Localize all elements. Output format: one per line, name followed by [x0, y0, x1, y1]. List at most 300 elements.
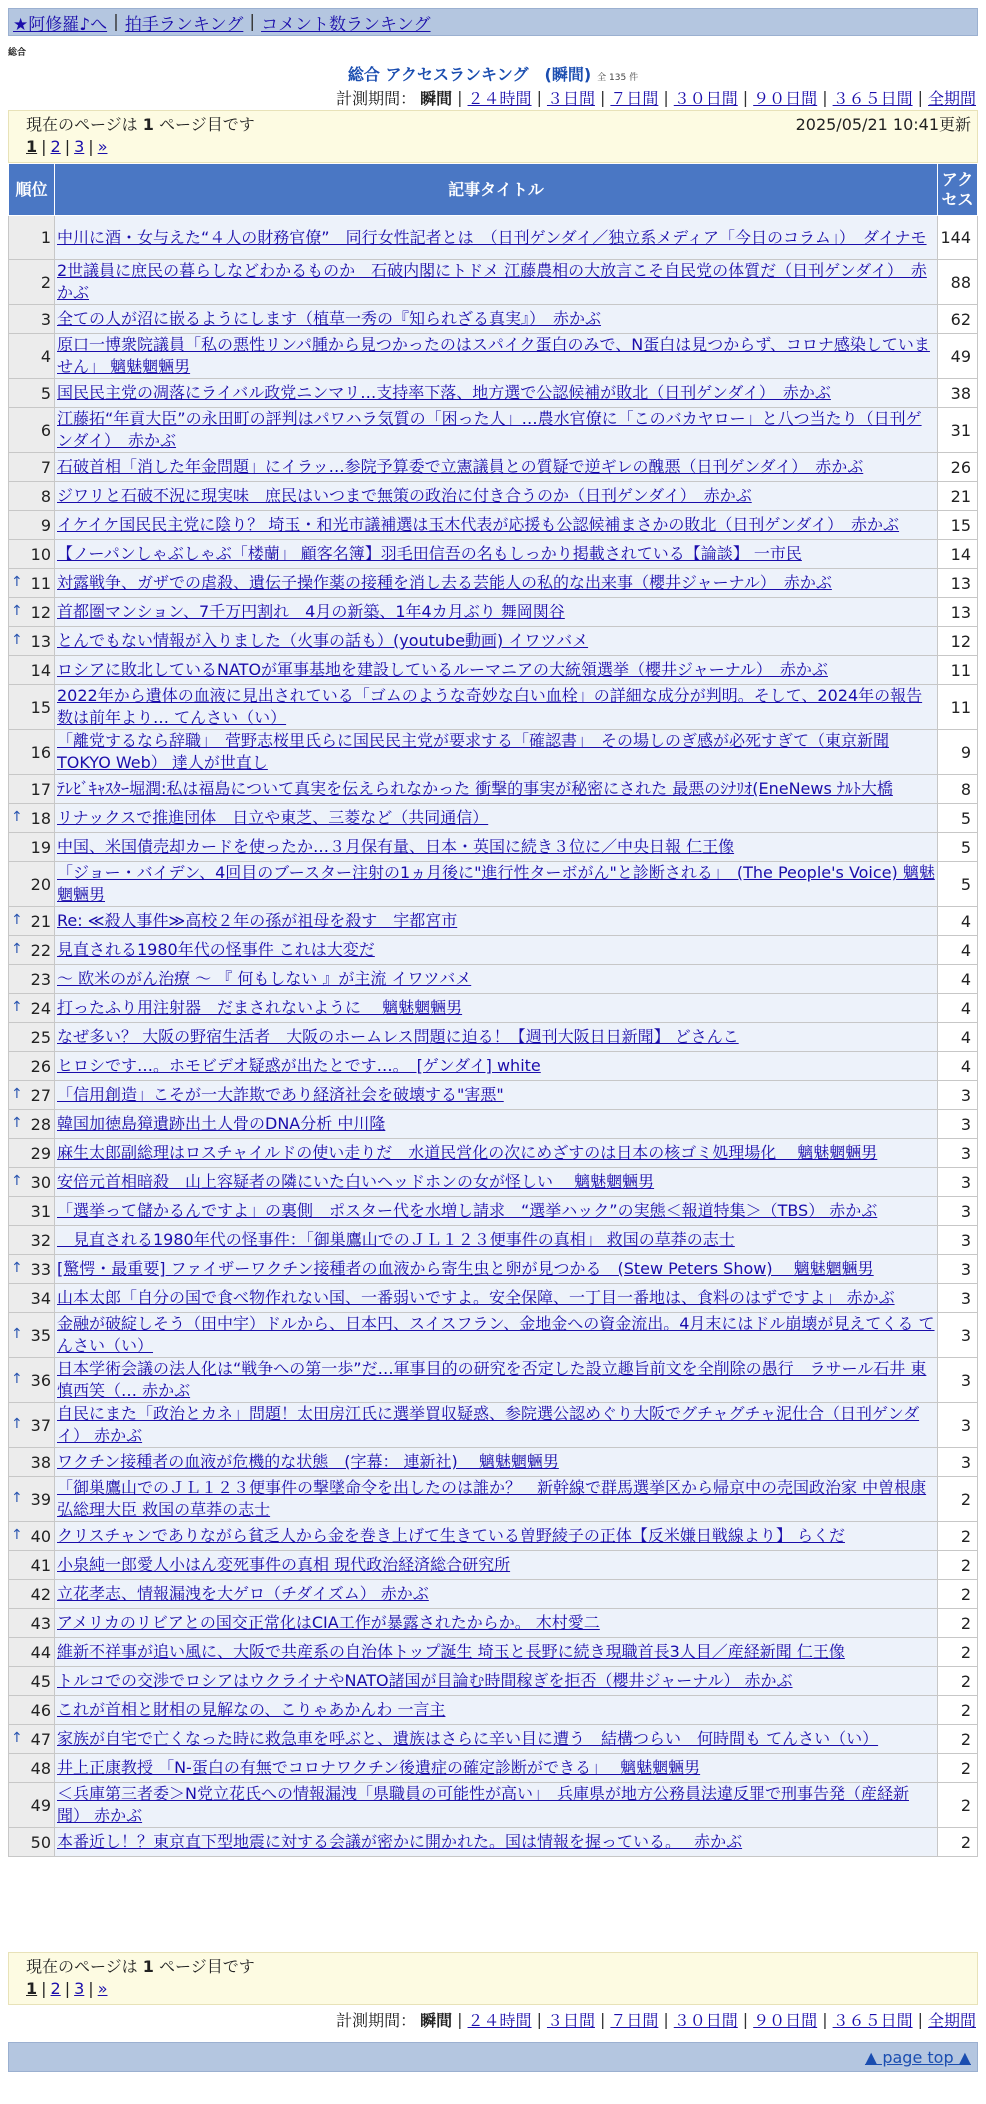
rank-up-icon: ↑ [11, 1259, 23, 1276]
rank-number: 30 [30, 1172, 51, 1192]
page-link[interactable]: 2 [50, 137, 61, 156]
access-column-header: アクセス [938, 164, 978, 216]
title-cell [55, 730, 938, 775]
title-cell [55, 907, 938, 936]
page-links [26, 1978, 960, 2000]
table-row [9, 1139, 978, 1168]
access-count: 11 [938, 656, 978, 685]
rank-cell [9, 1783, 55, 1828]
article-link[interactable]: 首都圏マンション、7千万円割れ 4月の新築、1年4カ月ぶり 舞岡関谷 [57, 602, 565, 621]
access-count: 13 [938, 569, 978, 598]
rank-cell [9, 482, 55, 511]
title-cell [55, 1313, 938, 1358]
article-link[interactable]: 対露戦争、ガザでの虐殺、遺伝子操作薬の接種を消し去る芸能人の私的な出来事（櫻井ジャーナル） 赤かぶ [57, 573, 832, 592]
table-row [9, 1725, 978, 1754]
table-row [9, 569, 978, 598]
rank-cell [9, 656, 55, 685]
access-count: 4 [938, 907, 978, 936]
page-status-prefix: 現在のページは [26, 115, 143, 134]
rank-number: 22 [30, 940, 51, 960]
ranking-total-count: 全 135 件 [597, 73, 639, 83]
table-row [9, 1609, 978, 1638]
rank-number: 9 [40, 515, 51, 535]
rank-up-icon: ↑ [11, 573, 23, 590]
rank-up-icon: ↑ [11, 631, 23, 648]
ranking-table-body [9, 216, 978, 1857]
period-link[interactable]: ９０日間 [753, 88, 818, 108]
article-link[interactable]: 2世議員に庶民の暮らしなどわかるものか 石破内閣にトドメ 江藤農相の大放言こそ自民党の体質だ（日刊ゲンダイ） 赤かぶ [57, 261, 927, 302]
article-link[interactable]: 国民民主党の凋落にライバル政党ニンマリ…支持率下落、地方選で公認候補が敗北（日刊ゲンダイ） 赤かぶ [57, 383, 831, 402]
table-header-row [9, 164, 978, 216]
page-top-link[interactable]: ▲ page top ▲ [864, 2048, 971, 2067]
article-link[interactable]: 日本学術会議の法人化は“戦争への第一歩”だ…軍事目的の研究を否定した設立趣旨前文を全削除の愚行 ラサール石井 東慎西笑（… 赤かぶ [57, 1359, 927, 1400]
title-cell [55, 833, 938, 862]
rank-number: 39 [30, 1489, 51, 1509]
nav-separator: | [113, 12, 119, 32]
access-count: 15 [938, 511, 978, 540]
article-link[interactable]: 自民にまた「政治とカネ」問題！太田房江氏に選挙買収疑惑、参院選公認めぐり大阪でグチャグチャ泥仕合（日刊ゲンダイ） 赤かぶ [57, 1404, 920, 1445]
rank-number: 40 [30, 1526, 51, 1546]
access-count: 12 [938, 627, 978, 656]
title-cell [55, 627, 938, 656]
period-separator: | [822, 87, 828, 107]
period-link[interactable]: ２４時間 [467, 2010, 532, 2030]
table-row [9, 540, 978, 569]
rank-up-icon: ↑ [11, 911, 23, 928]
table-row [9, 656, 978, 685]
period-link[interactable]: ３０日間 [673, 2010, 738, 2030]
page-separator: | [41, 137, 47, 156]
rank-cell [9, 540, 55, 569]
period-link[interactable]: ３日間 [546, 2010, 595, 2030]
rank-number: 1 [40, 228, 51, 247]
period-link[interactable]: ３６５日間 [832, 88, 913, 108]
title-cell [55, 334, 938, 379]
rank-cell [9, 994, 55, 1023]
rank-cell [9, 685, 55, 730]
rank-cell [9, 1477, 55, 1522]
article-link[interactable]: 見直される1980年代の怪事件：「御巣鷹山でのＪＬ１２３便事件の真相」 救国の草莽の志士 [57, 1230, 735, 1249]
rank-number: 6 [40, 420, 51, 440]
table-row [9, 965, 978, 994]
page-current: 1 [26, 1979, 38, 1998]
rank-cell [9, 1638, 55, 1667]
period-separator: | [457, 87, 463, 107]
table-row [9, 379, 978, 408]
article-link[interactable]: 【ノーパンしゃぶしゃぶ「楼蘭」 顧客名簿】羽毛田信吾の名もしっかり掲載されている【論談】 一市民 [57, 544, 802, 563]
title-cell [55, 569, 938, 598]
table-row [9, 1551, 978, 1580]
table-row [9, 936, 978, 965]
article-link[interactable]: トルコでの交渉でロシアはウクライナやNATO諸国が目論む時間稼ぎを拒否（櫻井ジャーナル） 赤かぶ [57, 1671, 793, 1690]
access-count: 5 [938, 804, 978, 833]
rank-cell [9, 804, 55, 833]
page-link[interactable]: 3 [74, 1979, 85, 1998]
comment-ranking-link[interactable]: コメント数ランキング [261, 14, 431, 35]
period-selector-bottom [336, 2008, 976, 2030]
ranking-title [0, 62, 986, 85]
rank-cell [9, 1284, 55, 1313]
article-link[interactable]: 打ったふり用注射器 だまされないように 魑魅魍魎男 [57, 998, 463, 1017]
rank-number: 19 [30, 837, 51, 857]
table-row [9, 1284, 978, 1313]
article-link[interactable]: 小泉純一郎愛人小はん変死事件の真相 現代政治経済総合研究所 [57, 1555, 511, 1574]
page-separator: | [64, 137, 71, 156]
rank-number: 26 [30, 1056, 51, 1076]
rank-number: 18 [30, 808, 51, 828]
rank-cell [9, 1725, 55, 1754]
article-link[interactable]: クリスチャンでありながら貧乏人から金を巻き上げて生きている曽野綾子の正体【反米嫌日戦線より】 らくだ [57, 1526, 845, 1545]
title-cell [55, 936, 938, 965]
rank-cell [9, 1255, 55, 1284]
period-link[interactable]: ３０日間 [673, 88, 738, 108]
title-cell [55, 216, 938, 260]
page-status-prefix: 現在のページは [26, 1957, 143, 1976]
next-page-link[interactable]: » [97, 137, 108, 156]
rank-cell [9, 1522, 55, 1551]
rank-number: 41 [30, 1555, 51, 1575]
rank-number: 36 [30, 1370, 51, 1390]
period-label: 計測期間： [336, 2010, 417, 2030]
article-link[interactable]: 「離党するなら辞職」 菅野志桜里氏らに国民民主党が要求する「確認書」 その場しのぎ感が必死すぎて（東京新聞TOKYO Web） 達人が世直し [57, 731, 890, 772]
access-count: 8 [938, 775, 978, 804]
access-count: 2 [938, 1609, 978, 1638]
table-row [9, 453, 978, 482]
article-link[interactable]: 本番近し！？東京直下型地震に対する会議が密かに開かれた。国は情報を握っている。 赤かぶ [57, 1832, 743, 1851]
rank-up-icon: ↑ [11, 940, 23, 957]
article-link[interactable]: ＜兵庫第三者委＞N党立花氏への情報漏洩「県職員の可能性が高い」 兵庫県が地方公務員法違反罪で刑事告発（産経新聞） 赤かぶ [57, 1784, 909, 1825]
table-row [9, 1313, 978, 1358]
title-cell [55, 1023, 938, 1052]
period-link[interactable]: ３６５日間 [832, 2010, 913, 2030]
title-cell [55, 1168, 938, 1197]
access-count: 2 [938, 1580, 978, 1609]
ranking-title-text: 総合 アクセスランキング (瞬間) [347, 65, 592, 84]
access-count: 13 [938, 598, 978, 627]
access-count: 5 [938, 833, 978, 862]
article-link[interactable]: Re: ≪殺人事件≫高校２年の孫が祖母を殺す 宇都宮市 [57, 911, 458, 930]
period-link[interactable]: ２４時間 [467, 88, 532, 108]
rank-cell [9, 1313, 55, 1358]
table-row [9, 862, 978, 907]
title-cell [55, 1638, 938, 1667]
title-cell [55, 1477, 938, 1522]
rank-cell [9, 1358, 55, 1403]
article-link[interactable]: 麻生太郎副総理はロスチャイルドの使い走りだ 水道民営化の次にめざすのは日本の核ゴミ処理場化 魑魅魍魎男 [57, 1143, 878, 1162]
pagination-top [8, 110, 978, 163]
page-link[interactable]: 3 [74, 137, 85, 156]
table-row [9, 775, 978, 804]
page-status-suffix: ページ目です [153, 1957, 255, 1976]
article-link[interactable]: 見直される1980年代の怪事件 これは大変だ [57, 940, 375, 959]
access-count: 2 [938, 1638, 978, 1667]
access-count: 2 [938, 1828, 978, 1857]
table-row [9, 1477, 978, 1522]
title-cell [55, 540, 938, 569]
access-count: 2 [938, 1477, 978, 1522]
rank-number: 28 [30, 1114, 51, 1134]
rank-cell [9, 569, 55, 598]
article-link[interactable]: 安倍元首相暗殺 山上容疑者の隣にいた白いヘッドホンの女が怪しい 魑魅魍魎男 [57, 1172, 655, 1191]
access-count: 3 [938, 1448, 978, 1477]
table-row [9, 598, 978, 627]
title-cell [55, 1551, 938, 1580]
article-link[interactable]: 金融が破綻しそう（田中宇）ドルから、日本円、スイスフラン、金地金への資金流出。4月末にはドル崩壊が見えてくる てんさい（い） [57, 1314, 935, 1355]
rank-cell [9, 598, 55, 627]
article-link[interactable]: アメリカのリビアとの国交正常化はCIA工作が暴露されたからか。 木村愛二 [57, 1613, 600, 1632]
rank-cell [9, 907, 55, 936]
rank-number: 46 [30, 1700, 51, 1720]
next-page-link[interactable]: » [97, 1979, 108, 1998]
table-row [9, 305, 978, 334]
article-link[interactable]: 「選挙って儲かるんですよ」の裏側 ポスター代を水増し請求 “選挙ハック”の実態＜報道特集＞（TBS） 赤かぶ [57, 1201, 878, 1220]
rank-cell [9, 216, 55, 260]
article-link[interactable]: 立花孝志、情報漏洩を大ゲロ（チダイズム） 赤かぶ [57, 1584, 429, 1603]
access-count: 4 [938, 1052, 978, 1081]
title-cell [55, 1783, 938, 1828]
page-separator: | [64, 1979, 71, 1998]
article-link[interactable]: [驚愕・最重要] ファイザーワクチン接種者の血液から寄生虫と卵が見つかる (Stew Peters Show) 魑魅魍魎男 [57, 1259, 874, 1278]
title-cell [55, 1580, 938, 1609]
access-count: 88 [938, 260, 978, 305]
access-count: 3 [938, 1110, 978, 1139]
period-link[interactable]: 全期間 [927, 88, 976, 108]
period-separator: | [663, 87, 669, 107]
rank-number: 20 [30, 874, 51, 894]
period-link[interactable]: ７日間 [610, 88, 659, 108]
period-separator: | [822, 2009, 828, 2029]
access-count: 14 [938, 540, 978, 569]
rank-number: 12 [30, 602, 51, 622]
rank-number: 3 [40, 309, 51, 329]
access-count: 2 [938, 1667, 978, 1696]
rank-number: 7 [40, 457, 51, 477]
article-link[interactable]: 山本太郎「自分の国で食べ物作れない国、一番弱いですよ。安全保障、一丁目一番地は、食料のはずですよ」 赤かぶ [57, 1288, 895, 1307]
updated-timestamp: 2025/05/21 10:41更新 [795, 115, 971, 134]
period-link[interactable]: ９０日間 [753, 2010, 818, 2030]
table-row [9, 1403, 978, 1448]
rank-up-icon: ↑ [11, 1085, 23, 1102]
rank-number: 38 [30, 1452, 51, 1472]
title-cell [55, 511, 938, 540]
article-link[interactable]: 原口一博衆院議員「私の悪性リンパ腫から見つかったのはスパイク蛋白のみで、N蛋白は見つからず、コロナ感染していません」 魑魅魍魎男 [57, 335, 930, 376]
article-link[interactable]: ジワリと石破不況に現実味 庶民はいつまで無策の政治に付き合うのか（日刊ゲンダイ） 赤かぶ [57, 486, 752, 505]
access-count: 4 [938, 994, 978, 1023]
rank-cell [9, 1052, 55, 1081]
article-link[interactable]: リナックスで推進団体 日立や東芝、三菱など（共同通信） [57, 808, 489, 827]
rank-cell [9, 408, 55, 453]
rank-number: 34 [30, 1288, 51, 1308]
article-link[interactable]: なぜ多い？ 大阪の野宿生活者 大阪のホームレス問題に迫る！【週刊大阪日日新聞】 どさんこ [57, 1027, 739, 1046]
article-link[interactable]: 家族が自宅で亡くなった時に救急車を呼ぶと、遺族はさらに辛い目に遭う 結構つらい 何時間も てんさい（い） [57, 1729, 879, 1748]
rank-cell [9, 775, 55, 804]
article-link[interactable]: 2022年から遺体の血液に見出されている「ゴムのような奇妙な白い血栓」の詳細な成分が判明。そして、2024年の報告数は前年より… てんさい（い） [57, 686, 923, 727]
table-row [9, 1052, 978, 1081]
rank-number: 15 [30, 697, 51, 717]
table-row [9, 260, 978, 305]
home-link[interactable]: ★阿修羅♪へ [13, 14, 108, 35]
title-cell [55, 1448, 938, 1477]
rank-up-icon: ↑ [11, 1489, 23, 1506]
article-link[interactable]: 中川に酒・女与えた“４人の財務官僚” 同行女性記者とは （日刊ゲンダイ／独立系メディア「今日のコラム」） ダイナモ [57, 227, 927, 247]
rank-cell [9, 1696, 55, 1725]
rank-number: 2 [40, 272, 51, 292]
rank-cell [9, 260, 55, 305]
title-cell [55, 305, 938, 334]
table-row [9, 1696, 978, 1725]
table-row [9, 1168, 978, 1197]
title-cell [55, 1110, 938, 1139]
rank-cell [9, 1081, 55, 1110]
title-cell [55, 1754, 938, 1783]
rank-number: 48 [30, 1758, 51, 1778]
table-row [9, 907, 978, 936]
rank-number: 43 [30, 1613, 51, 1633]
rank-number: 25 [30, 1027, 51, 1047]
page-status-current: 1 [142, 1957, 154, 1976]
rank-cell [9, 862, 55, 907]
period-link[interactable]: ３日間 [546, 88, 595, 108]
period-separator: | [536, 2009, 542, 2029]
page-status-current: 1 [142, 115, 154, 134]
access-count: 3 [938, 1139, 978, 1168]
rank-cell [9, 1828, 55, 1857]
access-count: 2 [938, 1783, 978, 1828]
rank-number: 8 [40, 486, 51, 506]
article-link[interactable]: 石破首相「消した年金問題」にイラッ…参院予算委で立憲議員との質疑で逆ギレの醜悪（日刊ゲンダイ） 赤かぶ [57, 457, 864, 476]
period-selector-top [336, 86, 976, 108]
rank-number: 33 [30, 1259, 51, 1279]
table-row [9, 730, 978, 775]
article-link[interactable]: 「信用創造」こそが一大詐欺であり経済社会を破壊する"害悪" [57, 1085, 504, 1104]
rank-number: 50 [30, 1832, 51, 1852]
article-link[interactable]: 中国、米国債売却カードを使ったか…３月保有量、日本・英国に続き３位に／中央日報 仁王像 [57, 837, 735, 856]
rank-cell [9, 1023, 55, 1052]
title-cell [55, 598, 938, 627]
rank-number: 23 [30, 969, 51, 989]
rank-up-icon: ↑ [11, 1114, 23, 1131]
table-row [9, 1255, 978, 1284]
article-link[interactable]: 全ての人が沼に嵌るようにします（植草一秀の『知られざる真実』） 赤かぶ [57, 309, 602, 328]
rank-cell [9, 730, 55, 775]
table-row [9, 1023, 978, 1052]
article-link[interactable]: 「ジョー・バイデン、4回目のブースター注射の1ヵ月後に"進行性ターボがん"と診断される」 (The People's Voice) 魑魅魍魎男 [57, 863, 935, 904]
table-row [9, 994, 978, 1023]
rank-number: 49 [30, 1795, 51, 1815]
title-cell [55, 1052, 938, 1081]
access-count: 4 [938, 965, 978, 994]
rank-number: 29 [30, 1143, 51, 1163]
rank-up-icon: ↑ [11, 808, 23, 825]
period-separator: | [457, 2009, 463, 2029]
access-count: 3 [938, 1226, 978, 1255]
period-link[interactable]: 全期間 [927, 2010, 976, 2030]
rank-up-icon: ↑ [11, 1325, 23, 1342]
rank-cell [9, 1551, 55, 1580]
article-link[interactable]: ヒロシです…。ホモビデオ疑惑が出たとです…。 [ゲンダイ] white [57, 1056, 541, 1075]
title-cell [55, 1522, 938, 1551]
table-row [9, 1783, 978, 1828]
title-cell [55, 965, 938, 994]
rank-number: 16 [30, 742, 51, 762]
table-row [9, 627, 978, 656]
article-link[interactable]: 井上正康教授 「N-蛋白の有無でコロナワクチン後遺症の確定診断ができる」 魑魅魍魎男 [57, 1758, 701, 1777]
rank-number: 42 [30, 1584, 51, 1604]
article-link[interactable]: ～ 欧米のがん治療 ～ 『 何もしない 』が主流 イワツバメ [57, 969, 472, 988]
table-row [9, 1197, 978, 1226]
access-count: 2 [938, 1725, 978, 1754]
access-count: 3 [938, 1255, 978, 1284]
article-link[interactable]: これが首相と財相の見解なの、こりゃあかんわ 一言主 [57, 1700, 446, 1719]
nav-separator: | [249, 12, 256, 32]
access-count: 4 [938, 936, 978, 965]
table-row [9, 408, 978, 453]
rank-number: 32 [30, 1230, 51, 1250]
access-count: 2 [938, 1522, 978, 1551]
article-link[interactable]: ﾃﾚﾋﾞｷｬｽﾀｰ堀潤:私は福島について真実を伝えられなかった 衝撃的事実が秘密にされた 最悪のｼﾅﾘｵ(EneNews ﾅﾙﾄ大橋 [57, 779, 893, 798]
article-link[interactable]: 「御巣鷹山でのＪＬ１２３便事件の撃墜命令を出したのは誰か？ 新幹線で群馬選挙区から帰京中の売国政治家 中曽根康弘総理大臣 救国の草莽の志士 [57, 1478, 927, 1519]
article-link[interactable]: 維新不祥事が追い風に、大阪で共産系の自治体トップ誕生 埼玉と長野に続き現職首長3人目／産経新聞 仁王像 [57, 1642, 845, 1661]
rank-number: 37 [30, 1415, 51, 1435]
period-separator: | [599, 87, 606, 107]
page-link[interactable]: 2 [50, 1979, 61, 1998]
article-link[interactable]: ワクチン接種者の血液が危機的な状態 (字幕： 連新社) 魑魅魍魎男 [57, 1452, 559, 1471]
article-link[interactable]: 韓国加徳島獐遺跡出土人骨のDNA分析 中川隆 [57, 1114, 386, 1133]
table-row [9, 1580, 978, 1609]
page-status [26, 1956, 960, 1978]
rank-number: 14 [30, 660, 51, 680]
rank-cell [9, 379, 55, 408]
access-count: 2 [938, 1754, 978, 1783]
rank-cell [9, 1110, 55, 1139]
rank-cell [9, 1754, 55, 1783]
title-cell [55, 1358, 938, 1403]
title-cell [55, 862, 938, 907]
rank-cell [9, 627, 55, 656]
table-row [9, 1754, 978, 1783]
access-count: 4 [938, 1023, 978, 1052]
article-link[interactable]: ロシアに敗北しているNATOが軍事基地を建設しているルーマニアの大統領選挙（櫻井ジャーナル） 赤かぶ [57, 660, 828, 679]
rank-number: 10 [30, 544, 51, 564]
title-cell [55, 1226, 938, 1255]
period-separator: | [742, 87, 749, 107]
rank-number: 45 [30, 1671, 51, 1691]
table-row [9, 1828, 978, 1857]
access-count: 3 [938, 1284, 978, 1313]
rank-up-icon: ↑ [11, 1415, 23, 1432]
article-link[interactable]: 江藤拓“年貢大臣”の永田町の評判はパワハラ気質の「困った人」…農水官僚に「このバカヤロー」と八つ当たり（日刊ゲンダイ） 赤かぶ [57, 409, 922, 450]
article-link[interactable]: イケイケ国民民主党に陰り？ 埼玉・和光市議補選は玉木代表が応援も公認候補まさかの敗北（日刊ゲンダイ） 赤かぶ [57, 515, 900, 534]
title-column-header: 記事タイトル [55, 164, 938, 216]
access-count: 3 [938, 1168, 978, 1197]
article-link[interactable]: とんでもない情報が入りました（火事の話も）(youtube動画) イワツバメ [57, 631, 589, 650]
access-count: 9 [938, 730, 978, 775]
rank-cell [9, 453, 55, 482]
table-row [9, 1358, 978, 1403]
rank-number: 24 [30, 998, 51, 1018]
rank-cell [9, 1580, 55, 1609]
rank-up-icon: ↑ [11, 998, 23, 1015]
period-link[interactable]: ７日間 [610, 2010, 659, 2030]
section-label: 総合 [8, 48, 27, 58]
rank-number: 17 [30, 779, 51, 799]
applause-ranking-link[interactable]: 拍手ランキング [124, 14, 244, 35]
rank-cell [9, 1609, 55, 1638]
access-count: 62 [938, 305, 978, 334]
table-row [9, 1226, 978, 1255]
rank-up-icon: ↑ [11, 602, 23, 619]
access-count: 3 [938, 1197, 978, 1226]
